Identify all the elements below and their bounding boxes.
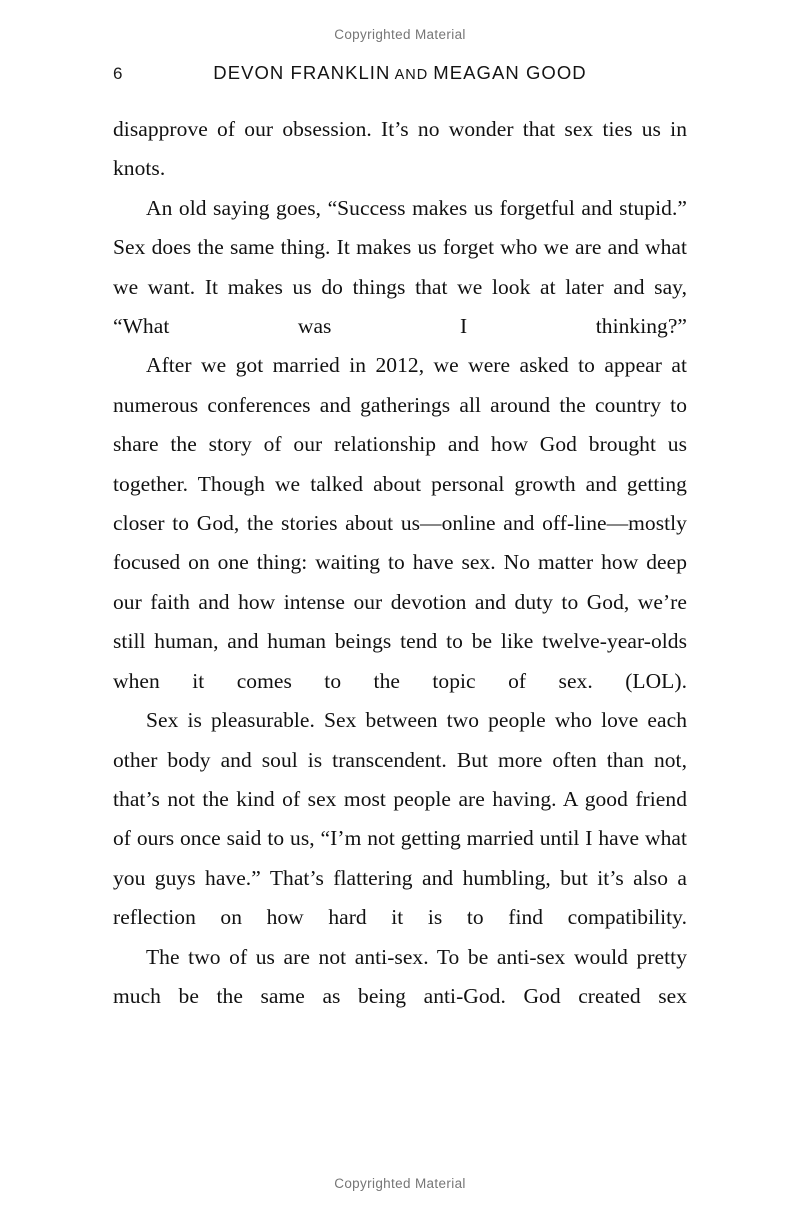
running-head-authors (113, 62, 687, 84)
running-head-conjunction: AND (394, 67, 429, 83)
running-head-author-second: MEAGAN GOOD (433, 62, 587, 83)
page-number: 6 (113, 64, 123, 83)
paragraph-3: After we got married in 2012, we were asked to appear at numerous conferences and gatherings all around the country to share the story of our relationship and how God brought us together. Though we talked about personal growth and getting closer to God, the stories about us—online and off-line—mostly focused on one thing: waiting to have sex. No matter how deep our faith and how intense our devotion and duty to God, we’re still human, and human beings tend to be like twelve-year-olds when it comes to the topic of sex. (LOL). (113, 353, 687, 693)
copyright-watermark-top: Copyrighted Material (334, 27, 466, 42)
paragraph-1: disapprove of our obsession. It’s no wonder that sex ties us in knots. (113, 117, 687, 181)
running-head-author-first: DEVON FRANKLIN (213, 62, 391, 83)
paragraph-5: The two of us are not anti-sex. To be anti-sex would pretty much be the same as being anti-God. God created sex (113, 944, 687, 1008)
running-head (113, 62, 687, 88)
paragraph-4: Sex is pleasurable. Sex between two people who love each other body and soul is transcendent. But more often than not, that’s not the kind of sex most people are having. A good friend of ours once said to us, “I’m not getting married until I have what you guys have.” That’s flattering and humbling, but it’s also a reflection on how hard it is to find compatibility. (113, 708, 687, 930)
body-text-block (113, 110, 687, 1016)
copyright-watermark-bottom: Copyrighted Material (334, 1176, 466, 1191)
paragraph-2: An old saying goes, “Success makes us forgetful and stupid.” Sex does the same thing. It makes us forget who we are and what we want. It makes us do things that we look at later and say, “What was I thinking?” (113, 195, 687, 339)
